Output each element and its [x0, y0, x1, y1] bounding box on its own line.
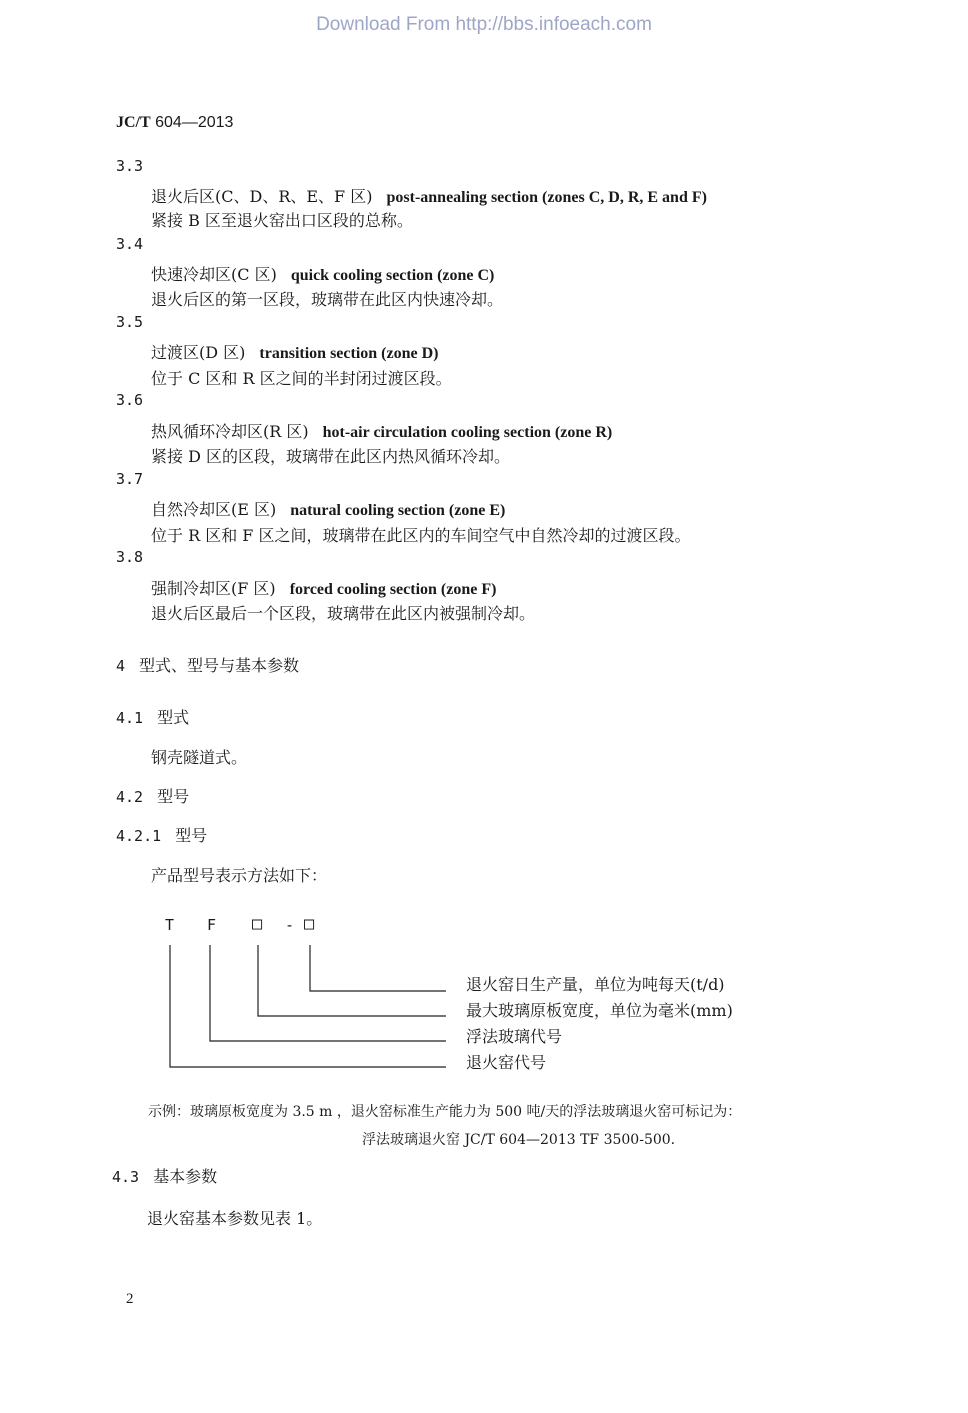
section-title: 型号	[175, 826, 208, 845]
watermark: Download From http://bbs.infoeach.com	[316, 14, 652, 35]
standard-prefix: JC/T	[116, 114, 151, 131]
term-number: 3.5	[116, 313, 144, 331]
section-number: 4.3	[112, 1168, 140, 1186]
code-dash: -	[285, 916, 295, 934]
term-definition: 紧接 D 区的区段，玻璃带在此区内热风循环冷却。	[151, 447, 511, 466]
code-label-capacity: 退火窑日生产量，单位为吨每天(t/d)	[466, 975, 725, 994]
term-definition: 退火后区最后一个区段，玻璃带在此区内被强制冷却。	[151, 604, 536, 623]
term-title	[151, 497, 505, 520]
term-definition: 紧接 B 区至退火窑出口区段的总称。	[151, 211, 413, 230]
code-letter-t: T	[165, 916, 175, 934]
term-en: hot-air circulation cooling section (zone R)	[322, 424, 613, 441]
section-heading	[116, 653, 299, 676]
example-marking: 浮法玻璃退火窑 JC/T 604—2013 TF 3500-500.	[362, 1132, 676, 1148]
term-title	[151, 340, 439, 363]
subsection-heading	[112, 1164, 217, 1187]
subsection-heading	[116, 784, 189, 807]
term-definition: 位于 C 区和 R 区之间的半封闭过渡区段。	[151, 369, 452, 388]
code-label-float-glass: 浮法玻璃代号	[466, 1027, 563, 1046]
code-box-capacity: □	[304, 914, 315, 934]
term-zh: 自然冷却区(E 区)	[151, 500, 277, 519]
section-title: 基本参数	[153, 1167, 218, 1186]
term-en: forced cooling section (zone F)	[289, 581, 497, 598]
section-title: 型号	[157, 787, 190, 806]
code-label-width: 最大玻璃原板宽度，单位为毫米(mm)	[466, 1001, 733, 1020]
term-title	[151, 419, 612, 442]
code-label-lehr: 退火窑代号	[466, 1053, 547, 1072]
term-en: quick cooling section (zone C)	[290, 267, 495, 284]
term-definition: 退火后区的第一区段，玻璃带在此区内快速冷却。	[151, 290, 504, 309]
term-number: 3.4	[116, 235, 144, 253]
subsection-heading	[116, 705, 189, 728]
section-number: 4.2	[116, 788, 144, 806]
term-zh: 快速冷却区(C 区)	[151, 265, 277, 284]
code-box-width: □	[252, 914, 263, 934]
term-zh: 强制冷却区(F 区)	[151, 579, 276, 598]
paragraph: 退火窑基本参数见表 1。	[147, 1209, 323, 1228]
example-text: 示例：玻璃原板宽度为 3.5 m ，退火窑标准生产能力为 500 吨/天的浮法玻璃退火窑可标记为：	[148, 1104, 742, 1120]
term-en: post-annealing section (zones C, D, R, E and F)	[386, 189, 707, 206]
section-title: 型式、型号与基本参数	[139, 656, 300, 675]
page-header	[116, 114, 233, 132]
model-code-connector-lines	[150, 910, 460, 1075]
section-number: 4.2.1	[116, 827, 162, 845]
term-title	[151, 184, 707, 207]
term-zh: 退火后区(C、D、R、E、F 区)	[151, 187, 373, 206]
page-number: 2	[126, 1291, 134, 1307]
section-number: 4	[116, 657, 126, 675]
term-en: natural cooling section (zone E)	[290, 502, 506, 519]
section-title: 型式	[157, 708, 190, 727]
code-letter-f: F	[207, 916, 217, 934]
term-zh: 热风循环冷却区(R 区)	[151, 422, 309, 441]
term-number: 3.3	[116, 157, 144, 175]
term-title	[151, 576, 496, 599]
term-number: 3.6	[116, 391, 144, 409]
term-zh: 过渡区(D 区)	[151, 343, 246, 362]
paragraph: 产品型号表示方法如下：	[151, 866, 328, 885]
term-number: 3.7	[116, 470, 144, 488]
term-number: 3.8	[116, 548, 144, 566]
term-en: transition section (zone D)	[259, 345, 439, 362]
subsection-heading	[116, 823, 207, 846]
section-number: 4.1	[116, 709, 144, 727]
term-title	[151, 262, 494, 285]
paragraph: 钢壳隧道式。	[151, 748, 248, 767]
standard-number: 604—2013	[155, 114, 234, 131]
term-definition: 位于 R 区和 F 区之间，玻璃带在此区内的车间空气中自然冷却的过渡区段。	[151, 526, 691, 545]
